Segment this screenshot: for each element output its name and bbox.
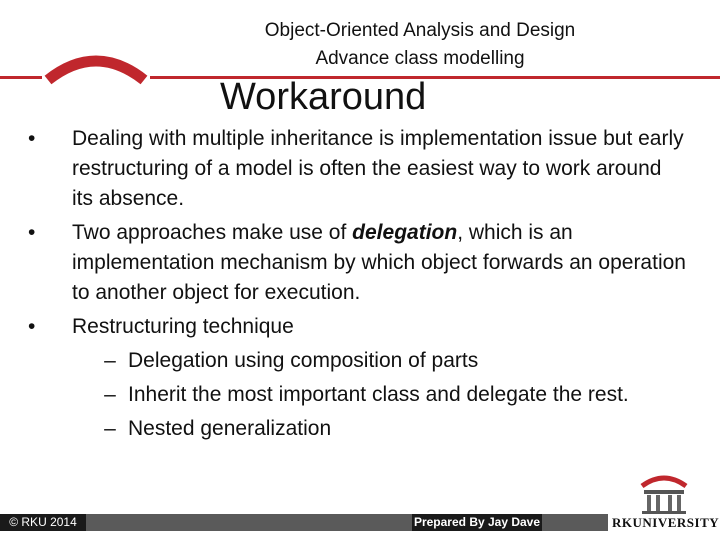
bullet-text: Dealing with multiple inheritance is implementation issue but early restructuring of a model is often the easiest way to work around its absence. bbox=[72, 127, 684, 210]
header-rule-left bbox=[0, 76, 42, 79]
sub-bullet-item bbox=[70, 346, 686, 376]
sub-bullet-text: Delegation using composition of parts bbox=[128, 349, 479, 372]
sub-bullet-item bbox=[70, 380, 686, 410]
footer-author: Prepared By Jay Dave bbox=[413, 515, 541, 529]
university-logo-text: RKUNIVERSITY bbox=[612, 515, 720, 530]
header-course-title: Object-Oriented Analysis and Design bbox=[264, 20, 576, 41]
bullet-item bbox=[26, 312, 686, 342]
bullet-text-start: Two approaches make use of bbox=[72, 221, 353, 244]
sub-bullet-text: Nested generalization bbox=[128, 417, 332, 440]
slide-title: Workaround bbox=[220, 76, 427, 118]
sub-bullet-marker: – bbox=[104, 349, 116, 372]
arc-logo-icon bbox=[40, 50, 152, 90]
bullet-marker: • bbox=[28, 127, 36, 150]
slide-body bbox=[26, 124, 686, 444]
sub-bullet-marker: – bbox=[104, 383, 116, 406]
sub-bullet-item bbox=[70, 414, 686, 444]
emphasis-delegation: delegation bbox=[352, 221, 458, 244]
bullet-marker: • bbox=[28, 221, 36, 244]
sub-bullet-marker: – bbox=[104, 417, 116, 440]
bullet-item bbox=[26, 124, 686, 214]
bullet-marker: • bbox=[28, 315, 36, 338]
sub-bullet-text: Inherit the most important class and delegate the rest. bbox=[128, 383, 629, 406]
bullet-item bbox=[26, 218, 686, 308]
bullet-text bbox=[72, 218, 686, 308]
bullet-text: Restructuring technique bbox=[72, 315, 294, 338]
bullet-text-end: , which is an implementation mechanism by which object forwards an operation to another object for execution. bbox=[72, 221, 686, 304]
footer-copyright: © RKU 2014 bbox=[0, 514, 86, 531]
header-topic-title: Advance class modelling bbox=[315, 48, 525, 69]
